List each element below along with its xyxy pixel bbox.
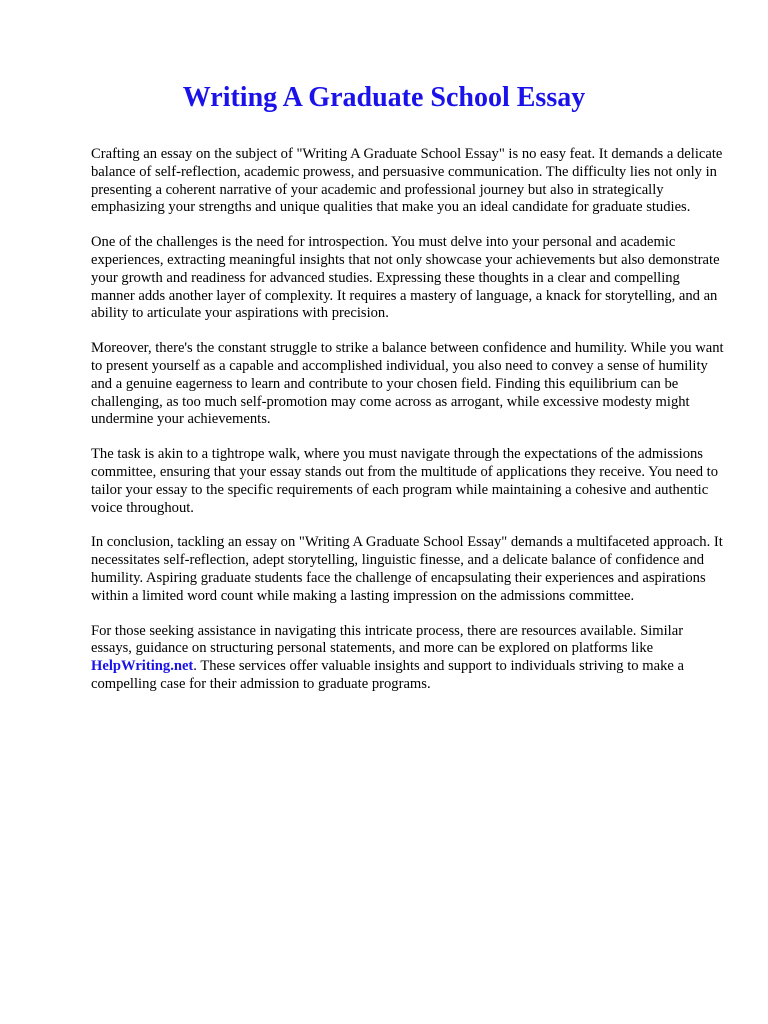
paragraph-resources <box>91 623 724 694</box>
paragraph-conclusion: In conclusion, tackling an essay on "Writing A Graduate School Essay" demands a multifaceted approach. It necessitates self-reflection, adept storytelling, linguistic finesse, and a delicate balance of confidence and humility. Aspiring graduate students face the challenge of encapsulating their experiences and aspirations within a limited word count while making a lasting impression on the admissions committee. <box>91 534 723 604</box>
resources-text-after-link: . These services offer valuable insights and support to individuals striving to make a compelling case for their admission to graduate programs. <box>91 658 684 692</box>
document-title: Writing A Graduate School Essay <box>182 82 586 113</box>
helpwriting-link[interactable]: HelpWriting.net <box>91 658 194 675</box>
paragraph-intro: Crafting an essay on the subject of "Writing A Graduate School Essay" is no easy feat. It demands a delicate balance of self-reflection, academic prowess, and persuasive communication. The difficulty lies not only in presenting a coherent narrative of your academic and professional journey but also in strategically emphasizing your strengths and unique qualities that make you an ideal candidate for graduate studies. <box>91 146 723 216</box>
resources-text-before-link: For those seeking assistance in navigating this intricate process, there are resources available. Similar essays, guidance on structuring personal statements, and more can be explored on platforms like <box>91 622 684 657</box>
paragraph-tightrope: The task is akin to a tightrope walk, where you must navigate through the expectations of the admissions committee, ensuring that your essay stands out from the multitude of applications they receive. You need to tailor your essay to the specific requirements of each program while maintaining a cohesive and authentic voice throughout. <box>91 446 718 516</box>
paragraph-balance: Moreover, there's the constant struggle to strike a balance between confidence and humility. While you want to present yourself as a capable and accomplished individual, you also need to convey a sense of humility and a genuine eagerness to learn and contribute to your chosen field. Finding this equilibrium can be challenging, as too much self-promotion may come across as arrogant, while excessive modesty might undermine your achievements. <box>91 340 724 428</box>
paragraph-introspection: One of the challenges is the need for introspection. You must delve into your personal and academic experiences, extracting meaningful insights that not only showcase your achievements but also demonstrate your growth and readiness for advanced studies. Expressing these thoughts in a clear and compelling manner adds another layer of complexity. It requires a mastery of language, a knack for storytelling, and an ability to articulate your aspirations with precision. <box>91 234 720 322</box>
